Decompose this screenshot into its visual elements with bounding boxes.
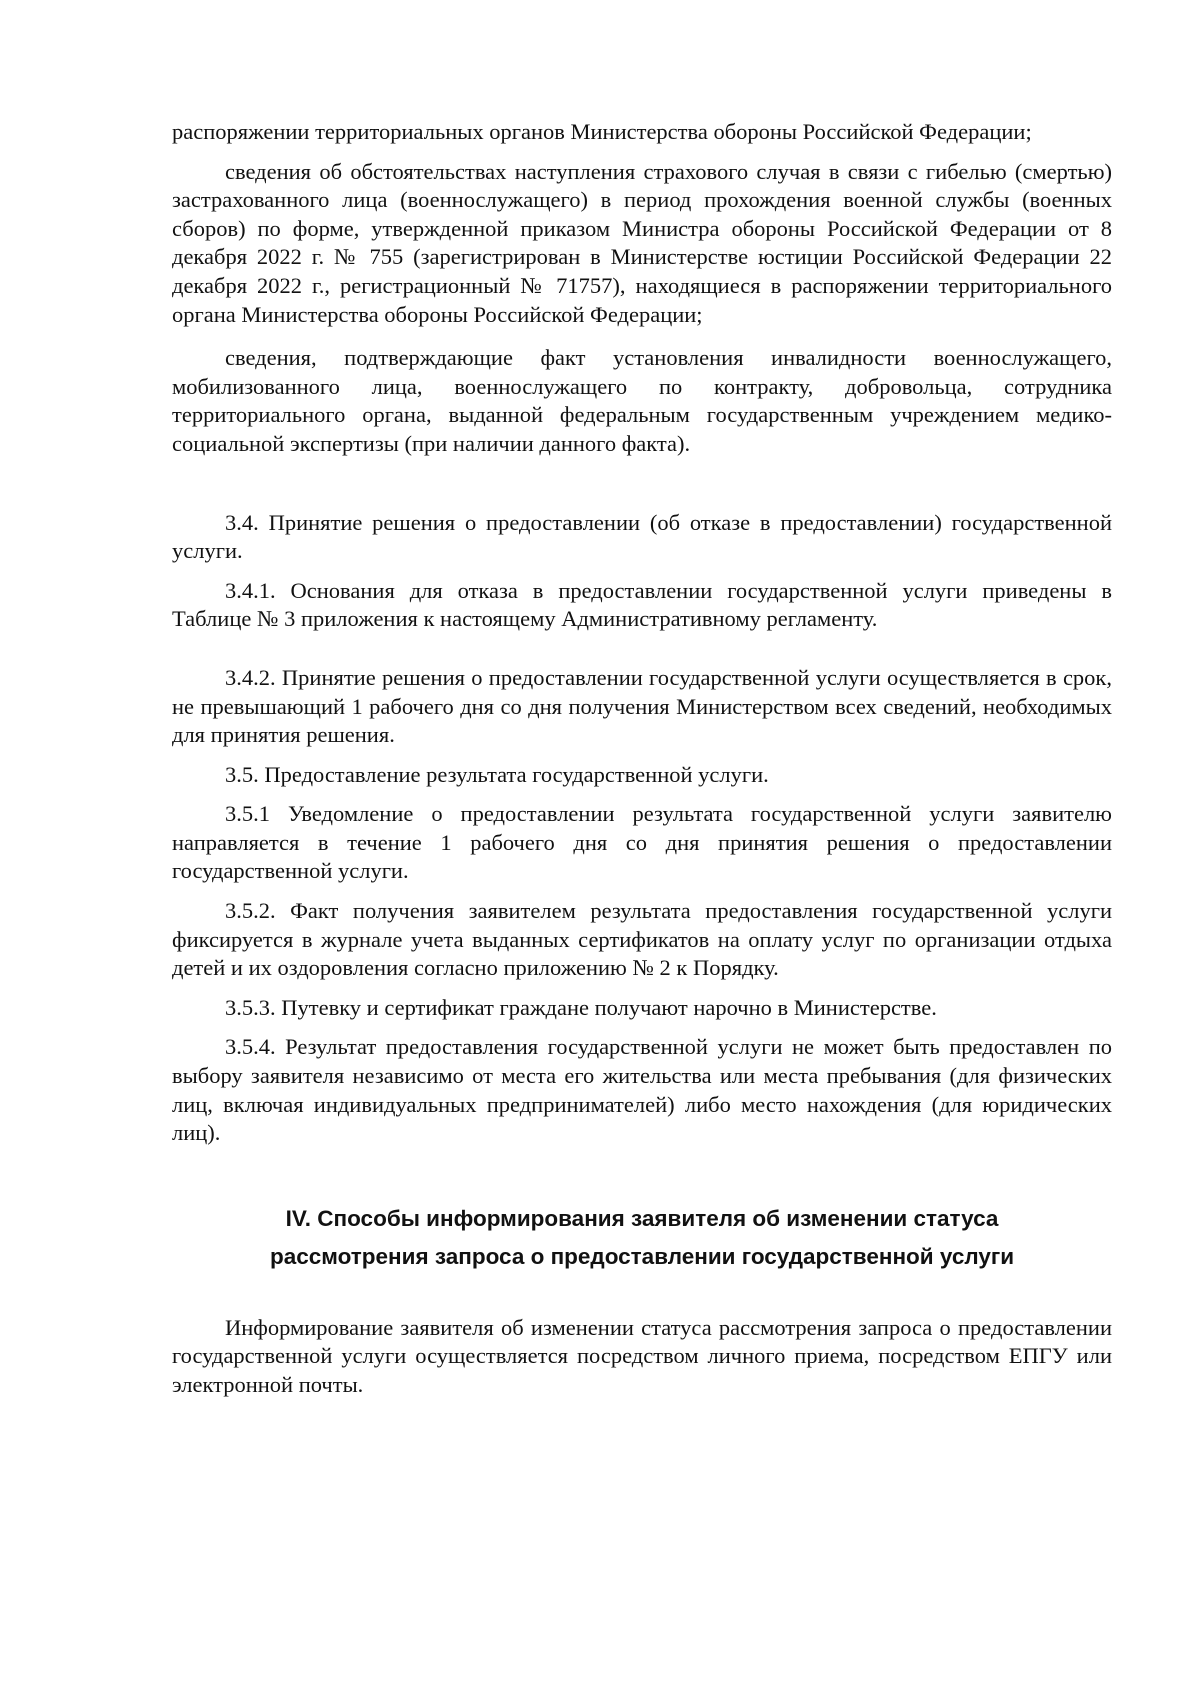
paragraph-3-4-1: 3.4.1. Основания для отказа в предоставлении государственной услуги приведены в Таблице № 3 приложения к настоящему Административному регламенту. bbox=[172, 577, 1112, 632]
paragraph-continuation: распоряжении территориальных органов Министерства обороны Российской Федерации; bbox=[172, 119, 1032, 144]
paragraph-3-4-2: 3.4.2. Принятие решения о предоставлении государственной услуги осуществляется в срок, не превышающий 1 рабочего дня со дня получения Министерством всех сведений, необходимых для принятия решения. bbox=[172, 664, 1112, 748]
section-heading bbox=[172, 1200, 1112, 1276]
paragraph-disability-info: сведения, подтверждающие факт установления инвалидности военнослужащего, мобилизованного лица, военнослужащего по контракту, добровольца, сотрудника территориального органа, выданной федеральным государственным учреждением медико-социальной экспертизы (при наличии данного факта). bbox=[172, 345, 1112, 456]
paragraph-3-5-2: 3.5.2. Факт получения заявителем результата предоставления государственной услуги фиксируется в журнале учета выданных сертификатов на оплату услуг по организации отдыха детей и их оздоровления согласно приложению № 2 к Порядку. bbox=[172, 898, 1112, 981]
paragraph-insurance-info: сведения об обстоятельствах наступления страхового случая в связи с гибелью (смертью) застрахованного лица (военнослужащего) в период прохождения военной службы (военных сборов) по форме, утвержденной приказом Министра обороны Российской Федерации от 8 декабря 2022 г. № 755 (зарегистрирован в Министерстве юстиции Российской Федерации 22 декабря 2022 г., регистрационный № 71757), находящиеся в распоряжении территориального органа Министерства обороны Российской Федерации; bbox=[172, 158, 1112, 327]
paragraph-3-5-4: 3.5.4. Результат предоставления государственной услуги не может быть предоставлен по выбору заявителя независимо от места его жительства или места пребывания (для физических лиц, включая индивидуальных предпринимателей) либо место нахождения (для юридических лиц). bbox=[172, 1034, 1112, 1146]
paragraph-3-5: 3.5. Предоставление результата государственной услуги. bbox=[225, 761, 769, 787]
paragraph-3-5-3: 3.5.3. Путевку и сертификат граждане получают нарочно в Министерстве. bbox=[225, 994, 937, 1020]
paragraph-3-5-1: 3.5.1 Уведомление о предоставлении результата государственной услуги заявителю направляется в течение 1 рабочего дня со дня принятия решения о предоставлении государственной услуги. bbox=[172, 801, 1112, 884]
paragraph-informing: Информирование заявителя об изменении статуса рассмотрения запроса о предоставлении государственной услуги осуществляется посредством личного приема, посредством ЕПГУ или электронной почты. bbox=[172, 1314, 1112, 1397]
section-heading-line-2: рассмотрения запроса о предоставлении государственной услуги bbox=[269, 1243, 1015, 1269]
section-heading-line-1: IV. Способы информирования заявителя об изменении статуса bbox=[285, 1205, 999, 1231]
paragraph-3-4: 3.4. Принятие решения о предоставлении (об отказе в предоставлении) государственной услуги. bbox=[172, 509, 1112, 564]
document-body bbox=[172, 118, 1112, 1400]
